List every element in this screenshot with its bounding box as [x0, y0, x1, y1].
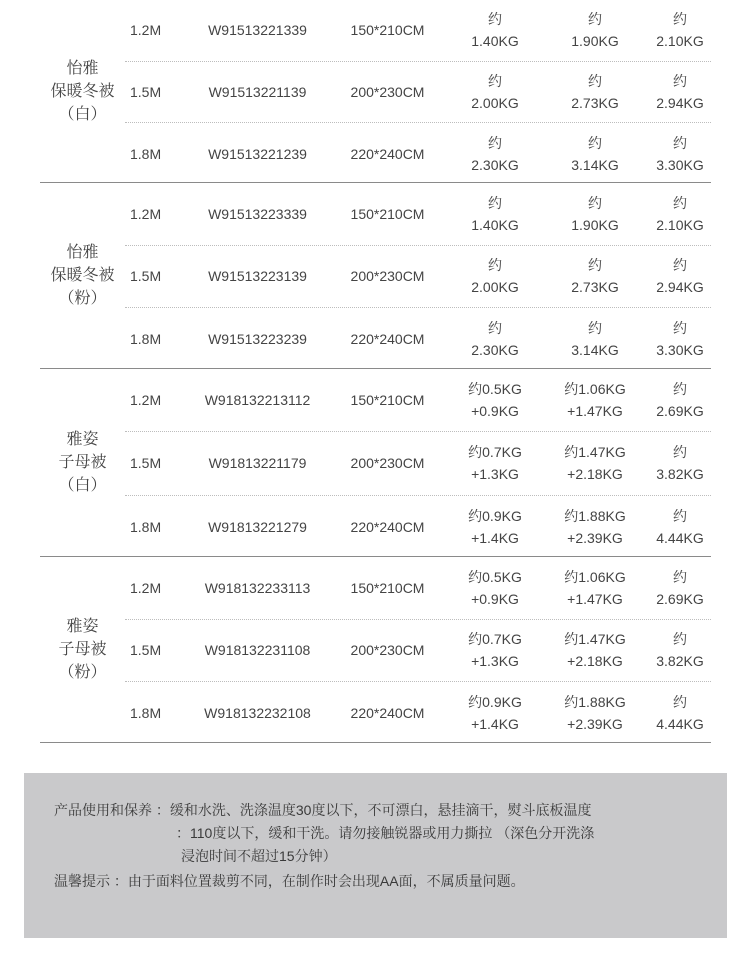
- product-code-cell: W918132233113: [204, 579, 311, 596]
- weight-cell-2-line: 3.14KG: [571, 342, 619, 359]
- bed-size-cell: 1.5M: [130, 83, 162, 100]
- weight-cell-2-line: +2.18KG: [567, 653, 623, 670]
- table-row: [125, 62, 711, 124]
- product-code-cell: W918132232108: [204, 705, 311, 722]
- weight-cell-3-line: 4.44KG: [656, 529, 704, 546]
- weight-cell-2: [545, 183, 645, 245]
- dimension-cell: 150*210CM: [350, 579, 425, 596]
- weight-cell-1: [450, 308, 540, 370]
- dimension-cell: 220*240CM: [350, 705, 425, 722]
- weight-cell-1-line: 约0.5KG: [468, 568, 522, 585]
- weight-cell-1-line: 约0.9KG: [468, 507, 522, 524]
- weight-cell-3-line: 4.44KG: [656, 716, 704, 733]
- weight-cell-3: [650, 183, 710, 245]
- weight-cell-3: [650, 369, 710, 431]
- weight-cell-1: [450, 0, 540, 61]
- weight-cell-1-line: 约: [488, 72, 502, 89]
- weight-cell-2-line: +2.39KG: [567, 529, 623, 546]
- weight-cell-3-line: 3.82KG: [656, 466, 704, 483]
- weight-cell-2-line: 约1.47KG: [564, 631, 626, 648]
- dimension-cell: 150*210CM: [350, 22, 425, 39]
- weight-cell-2: [545, 620, 645, 682]
- weight-cell-3-line: 约: [673, 11, 687, 28]
- product-code-cell: W91513223339: [208, 205, 307, 222]
- weight-cell-3-line: 2.94KG: [656, 94, 704, 111]
- dimension-cell: 150*210CM: [350, 205, 425, 222]
- weight-cell-2: [545, 369, 645, 431]
- product-code-cell: W91513221339: [208, 22, 307, 39]
- weight-cell-3-line: 约: [673, 444, 687, 461]
- weight-cell-1-line: +1.3KG: [471, 653, 519, 670]
- weight-cell-1-line: +1.3KG: [471, 466, 519, 483]
- bed-size-cell: 1.5M: [130, 642, 162, 659]
- weight-cell-1: [450, 557, 540, 619]
- weight-cell-3: [650, 123, 710, 184]
- weight-cell-2-line: 约: [588, 134, 602, 151]
- weight-cell-1: [450, 496, 540, 558]
- weight-cell-3-line: 3.82KG: [656, 653, 704, 670]
- table-row: [125, 620, 711, 683]
- care-instructions-line-2: ：110度以下，缓和干洗。请勿接触锐器或用力撕拉 （深色分开洗涤: [176, 825, 595, 841]
- group-name-line: 雅姿: [66, 431, 99, 448]
- weight-cell-3-line: 3.30KG: [656, 156, 704, 173]
- weight-cell-3: [650, 0, 710, 61]
- weight-cell-1: [450, 682, 540, 744]
- weight-cell-2-line: 3.14KG: [571, 156, 619, 173]
- weight-cell-3: [650, 620, 710, 682]
- weight-cell-3-line: 2.69KG: [656, 403, 704, 420]
- weight-cell-1-line: +0.9KG: [471, 590, 519, 607]
- group-name-line: （粉）: [58, 290, 107, 307]
- weight-cell-3-line: 2.94KG: [656, 279, 704, 296]
- weight-cell-1-line: 约0.7KG: [468, 444, 522, 461]
- weight-cell-3-line: 约: [673, 134, 687, 151]
- product-code-cell: W91513223239: [208, 331, 307, 348]
- weight-cell-2-line: +2.39KG: [567, 716, 623, 733]
- bed-size-cell: 1.8M: [130, 145, 162, 162]
- product-group: [40, 369, 711, 557]
- group-name: [40, 0, 125, 182]
- weight-cell-1-line: 约: [488, 257, 502, 274]
- product-code-cell: W91513221139: [208, 83, 307, 100]
- weight-cell-1: [450, 620, 540, 682]
- weight-cell-3: [650, 246, 710, 308]
- weight-cell-2-line: 约1.88KG: [564, 507, 626, 524]
- product-group: [40, 0, 711, 183]
- group-name-line: 保暖冬被: [50, 267, 115, 284]
- weight-cell-2-line: 约: [588, 194, 602, 211]
- weight-cell-1-line: 约0.9KG: [468, 694, 522, 711]
- weight-cell-1-line: 2.30KG: [471, 342, 519, 359]
- weight-cell-1-line: 1.40KG: [471, 33, 519, 50]
- weight-cell-2: [545, 682, 645, 744]
- weight-cell-1-line: 约0.7KG: [468, 631, 522, 648]
- weight-cell-1: [450, 123, 540, 184]
- weight-cell-3: [650, 62, 710, 123]
- weight-cell-2-line: 约: [588, 320, 602, 337]
- weight-cell-1: [450, 183, 540, 245]
- group-name-line: （白）: [58, 105, 107, 123]
- weight-cell-1: [450, 246, 540, 308]
- dimension-cell: 200*230CM: [350, 268, 425, 285]
- weight-cell-3-line: 3.30KG: [656, 342, 704, 359]
- weight-cell-2: [545, 308, 645, 370]
- bed-size-cell: 1.5M: [130, 455, 162, 472]
- bed-size-cell: 1.2M: [130, 579, 162, 596]
- weight-cell-3: [650, 496, 710, 558]
- table-row: [125, 496, 711, 558]
- dimension-cell: 200*230CM: [350, 83, 425, 100]
- bed-size-cell: 1.2M: [130, 22, 162, 39]
- weight-cell-2-line: 2.73KG: [571, 94, 619, 111]
- weight-cell-3-line: 2.10KG: [656, 33, 704, 50]
- table-row: [125, 369, 711, 432]
- bed-size-cell: 1.8M: [130, 518, 162, 535]
- weight-cell-3: [650, 308, 710, 370]
- weight-cell-3-line: 约: [673, 72, 687, 89]
- product-code-cell: W91813221179: [208, 455, 307, 472]
- care-notes-panel: [24, 773, 727, 938]
- weight-cell-3-line: 2.69KG: [656, 590, 704, 607]
- bed-size-cell: 1.2M: [130, 205, 162, 222]
- weight-cell-1-line: 2.00KG: [471, 279, 519, 296]
- dimension-cell: 150*210CM: [350, 392, 425, 409]
- weight-cell-1: [450, 369, 540, 431]
- weight-cell-1-line: +0.9KG: [471, 403, 519, 420]
- weight-cell-2-line: +2.18KG: [567, 466, 623, 483]
- product-code-cell: W91513221239: [208, 145, 307, 162]
- care-instructions-line-3: 浸泡时间不超过15分钟）: [181, 848, 337, 864]
- group-name: [40, 183, 125, 368]
- group-name-line: 雅姿: [66, 618, 99, 635]
- table-row: [125, 0, 711, 62]
- table-row: [125, 557, 711, 620]
- weight-cell-2: [545, 557, 645, 619]
- product-group: [40, 557, 711, 743]
- product-group: [40, 183, 711, 369]
- weight-cell-2-line: 1.90KG: [571, 216, 619, 233]
- dimension-cell: 220*240CM: [350, 331, 425, 348]
- weight-cell-3-line: 约: [673, 257, 687, 274]
- weight-cell-2-line: 2.73KG: [571, 279, 619, 296]
- product-spec-table: [40, 0, 711, 743]
- weight-cell-1-line: 2.00KG: [471, 94, 519, 111]
- group-name-line: 子母被: [58, 454, 107, 471]
- weight-cell-2-line: +1.47KG: [567, 590, 623, 607]
- table-row: [125, 183, 711, 246]
- weight-cell-1: [450, 432, 540, 494]
- weight-cell-3-line: 约: [673, 194, 687, 211]
- group-name: [40, 557, 125, 742]
- dimension-cell: 200*230CM: [350, 455, 425, 472]
- table-row: [125, 432, 711, 495]
- product-code-cell: W918132213112: [204, 392, 311, 409]
- bed-size-cell: 1.8M: [130, 705, 162, 722]
- weight-cell-3: [650, 682, 710, 744]
- weight-cell-2-line: +1.47KG: [567, 403, 623, 420]
- group-name-line: 怡雅: [66, 59, 99, 77]
- group-name-line: 保暖冬被: [50, 82, 115, 100]
- weight-cell-3-line: 约: [673, 320, 687, 337]
- weight-cell-2: [545, 123, 645, 184]
- care-instructions-line-1: 产品使用和保养 ：缓和水洗、洗涤温度30度以下，不可漂白，悬挂滴干，熨斗底板温度: [54, 802, 592, 818]
- weight-cell-2-line: 约1.47KG: [564, 444, 626, 461]
- weight-cell-2-line: 约: [588, 72, 602, 89]
- weight-cell-3-line: 约: [673, 694, 687, 711]
- weight-cell-1-line: 约: [488, 134, 502, 151]
- product-code-cell: W91513223139: [208, 268, 307, 285]
- weight-cell-1-line: 1.40KG: [471, 216, 519, 233]
- bed-size-cell: 1.2M: [130, 392, 162, 409]
- group-name-line: 子母被: [58, 641, 107, 658]
- weight-cell-2-line: 约: [588, 257, 602, 274]
- table-row: [125, 246, 711, 309]
- weight-cell-1-line: 2.30KG: [471, 156, 519, 173]
- weight-cell-2: [545, 432, 645, 494]
- weight-cell-1-line: +1.4KG: [471, 716, 519, 733]
- weight-cell-2: [545, 62, 645, 123]
- group-name-line: （白）: [58, 477, 107, 494]
- weight-cell-3-line: 2.10KG: [656, 216, 704, 233]
- weight-cell-2: [545, 0, 645, 61]
- weight-cell-2-line: 约1.06KG: [564, 381, 626, 398]
- product-code-cell: W918132231108: [204, 642, 311, 659]
- weight-cell-2: [545, 496, 645, 558]
- weight-cell-3: [650, 432, 710, 494]
- weight-cell-1-line: +1.4KG: [471, 529, 519, 546]
- weight-cell-3-line: 约: [673, 631, 687, 648]
- weight-cell-1: [450, 62, 540, 123]
- weight-cell-2-line: 1.90KG: [571, 33, 619, 50]
- weight-cell-1-line: 约: [488, 194, 502, 211]
- weight-cell-3-line: 约: [673, 568, 687, 585]
- weight-cell-2-line: 约1.88KG: [564, 694, 626, 711]
- group-name-line: （粉）: [58, 664, 107, 681]
- dimension-cell: 220*240CM: [350, 145, 425, 162]
- weight-cell-3-line: 约: [673, 381, 687, 398]
- weight-cell-1-line: 约0.5KG: [468, 381, 522, 398]
- weight-cell-3: [650, 557, 710, 619]
- weight-cell-2-line: 约: [588, 11, 602, 28]
- weight-cell-1-line: 约: [488, 320, 502, 337]
- group-name-line: 怡雅: [66, 244, 99, 261]
- weight-cell-2: [545, 246, 645, 308]
- table-row: [125, 682, 711, 744]
- warm-tip-line: 温馨提示 ：由于面料位置裁剪不同，在制作时会出现AA面，不属质量问题。: [54, 873, 525, 889]
- product-code-cell: W91813221279: [208, 518, 307, 535]
- weight-cell-3-line: 约: [673, 507, 687, 524]
- dimension-cell: 220*240CM: [350, 518, 425, 535]
- bed-size-cell: 1.8M: [130, 331, 162, 348]
- weight-cell-2-line: 约1.06KG: [564, 568, 626, 585]
- dimension-cell: 200*230CM: [350, 642, 425, 659]
- table-row: [125, 123, 711, 184]
- weight-cell-1-line: 约: [488, 11, 502, 28]
- table-row: [125, 308, 711, 370]
- bed-size-cell: 1.5M: [130, 268, 162, 285]
- group-name: [40, 369, 125, 556]
